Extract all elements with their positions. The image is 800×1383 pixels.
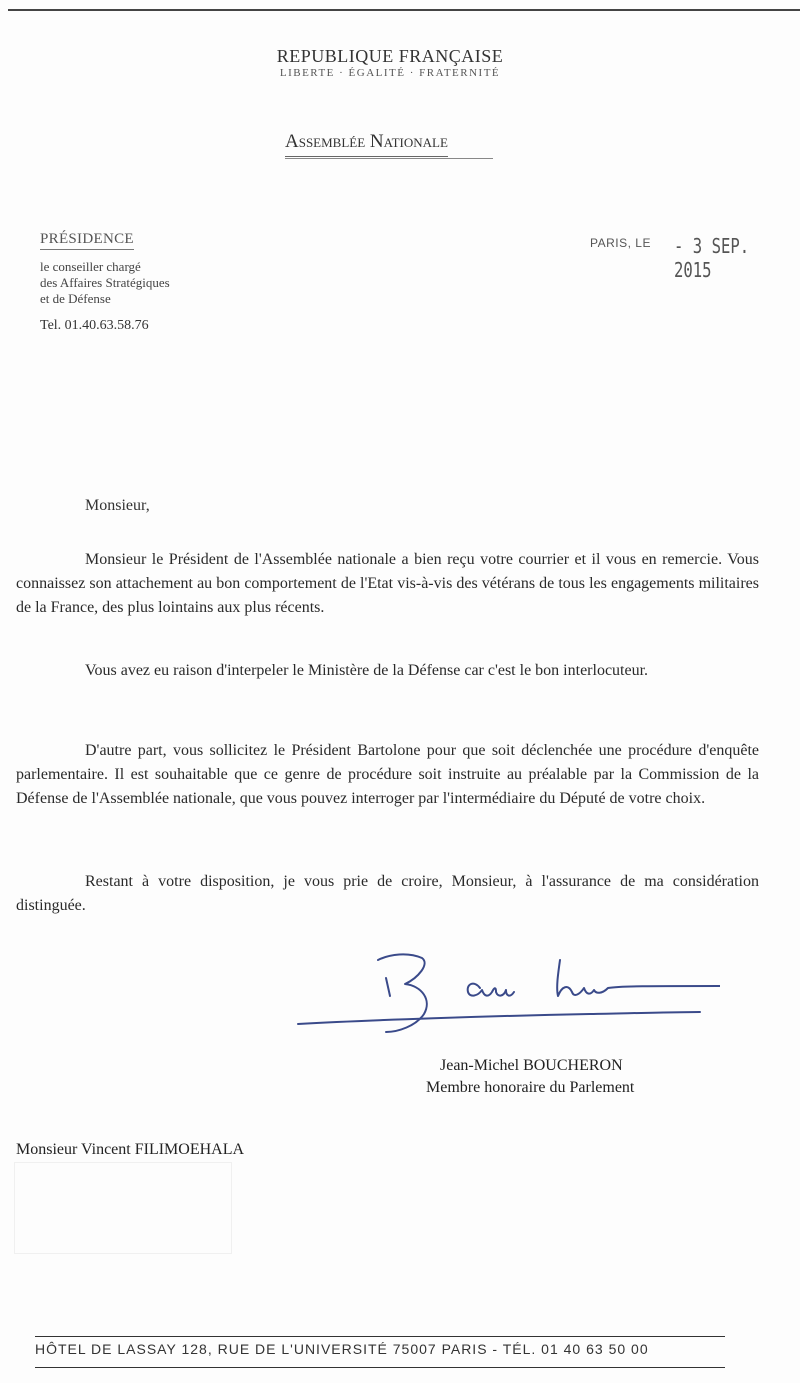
recipient-address-redacted	[14, 1162, 232, 1254]
sender-block	[40, 259, 170, 307]
republic-motto: LIBERTE · ÉGALITÉ · FRATERNITÉ	[279, 67, 501, 79]
sender-office: PRÉSIDENCE	[40, 231, 134, 250]
paragraph-1: Monsieur le Président de l'Assemblée nationale a bien reçu votre courrier et il vous en remercie. Vous connaissez son attachement au bon comportement de l'Etat vis-à-vis des vétérans de tous les engagements militaires de la France, des plus lointains aux plus récents.	[16, 551, 759, 616]
signer-name: Jean-Michel BOUCHERON	[440, 1057, 623, 1074]
assembly-underline	[285, 158, 493, 159]
paragraph-4: Restant à votre disposition, je vous prie de croire, Monsieur, à l'assurance de ma considération distinguée.	[16, 873, 759, 914]
sender-line-3: et de Défense	[40, 291, 111, 306]
salutation: Monsieur,	[85, 497, 150, 514]
dateline-place: PARIS, LE	[590, 236, 651, 250]
signer-title: Membre honoraire du Parlement	[426, 1079, 635, 1096]
paragraph-3: D'autre part, vous sollicitez le Président Bartolone pour que soit déclenchée une procédure d'enquête parlementaire. Il est souhaitable que ce genre de procédure soit instruite au préalable par la Commission de la Défense de l'Assemblée nationale, que vous pouvez interroger par l'intermédiaire du Député de votre choix.	[16, 742, 759, 807]
republic-heading: REPUBLIQUE FRANÇAISE	[276, 46, 504, 66]
sender-line-1: le conseiller chargé	[40, 259, 141, 274]
handwritten-signature	[290, 948, 720, 1038]
sender-line-2: des Affaires Stratégiques	[40, 275, 170, 290]
top-border-rule	[8, 9, 800, 11]
footer-rule-bottom	[35, 1367, 725, 1368]
date-stamp: - 3 SEP. 2015	[674, 234, 750, 282]
footer-address: HÔTEL DE LASSAY 128, RUE DE L'UNIVERSITÉ 75007 PARIS - TÉL. 01 40 63 50 00	[35, 1341, 649, 1357]
sender-phone: Tel. 01.40.63.58.76	[40, 318, 149, 333]
assembly-heading: Assemblée Nationale	[285, 131, 448, 157]
paragraph-2: Vous avez eu raison d'interpeler le Ministère de la Défense car c'est le bon interlocuteur.	[85, 662, 649, 679]
recipient-name: Monsieur Vincent FILIMOEHALA	[16, 1141, 245, 1158]
footer-rule-top	[35, 1336, 725, 1337]
